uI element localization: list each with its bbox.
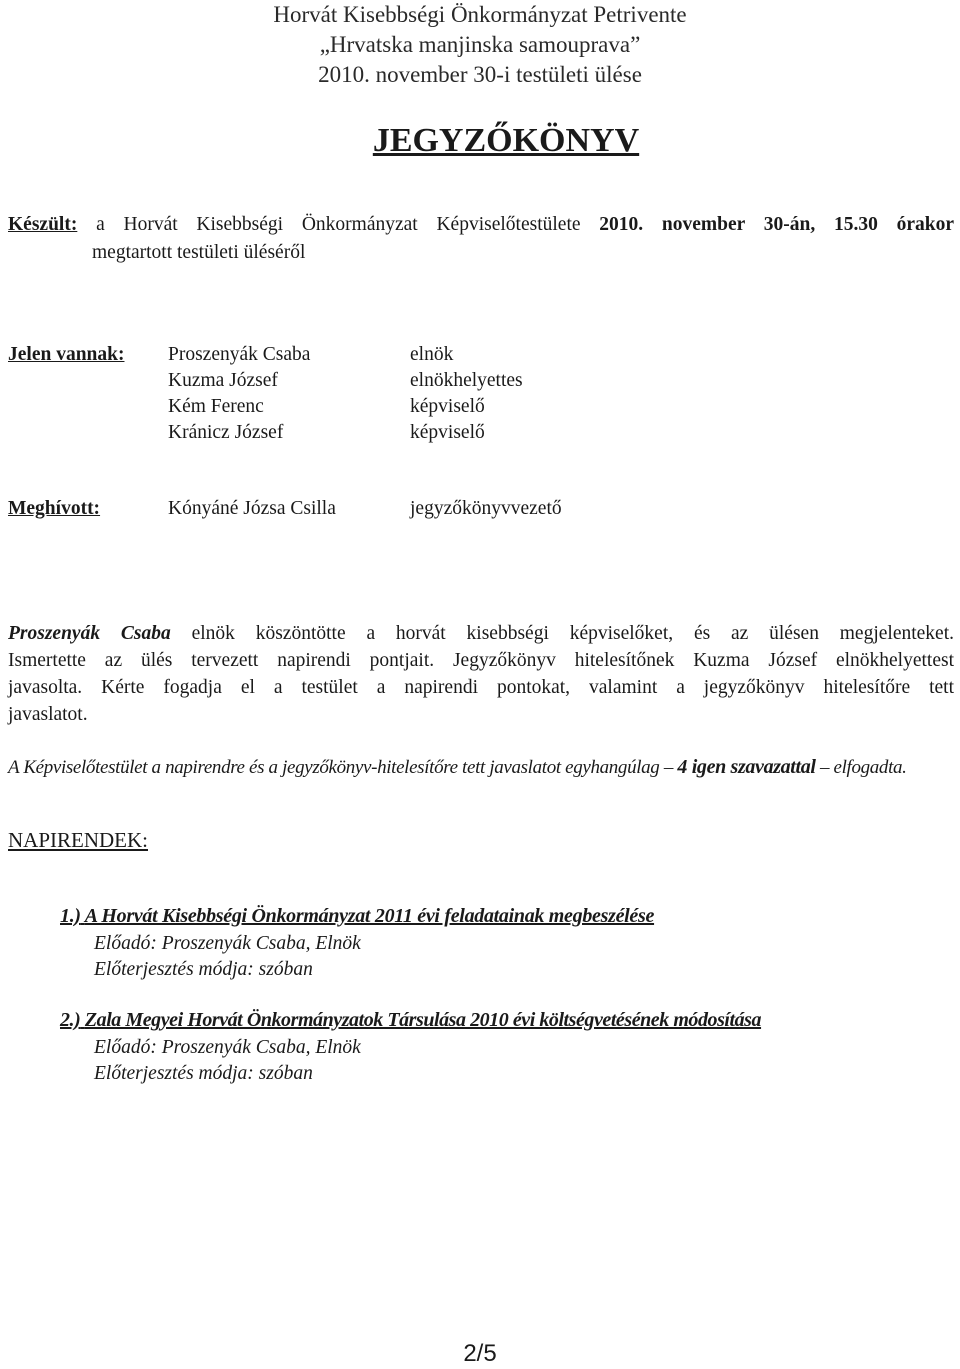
header-line-3: 2010. november 30-i testületi ülése	[318, 62, 642, 87]
keszult-label: Készült:	[8, 214, 78, 235]
agenda-item-2-title	[60, 1009, 761, 1032]
attendees-block	[8, 342, 948, 452]
invited-name: Kónyáné Józsa Csilla	[168, 498, 336, 519]
intro-line-4: javaslatot.	[8, 704, 88, 725]
intro-line-2: Ismertette az ülés tervezett napirendi pontjait. Jegyzőkönyv hitelesítőnek Kuzma József elnökhelyettest	[8, 650, 954, 671]
attendee-name: Kém Ferenc	[168, 396, 264, 417]
agenda-item-1-presenter: Előadó: Proszenyák Csaba, Elnök	[94, 933, 361, 954]
decision-line	[8, 754, 954, 781]
keszult-line-1	[8, 212, 954, 238]
intro-text-1: elnök köszöntötte a horvát kisebbségi képviselőket, és az ülésen megjelenteket.	[191, 623, 955, 644]
intro-name: Proszenyák Csaba	[8, 623, 171, 644]
attendees-label: Jelen vannak:	[8, 344, 125, 365]
attendee-role: elnök	[410, 344, 454, 365]
decision-votes: 4 igen szavazattal	[677, 756, 816, 778]
decision-text-end: – elfogadta.	[819, 757, 907, 778]
header-line-2: „Hrvatska manjinska samouprava”	[319, 32, 641, 57]
agenda-item-number: 1.)	[60, 905, 81, 927]
agenda-item-2-presenter: Előadó: Proszenyák Csaba, Elnök	[94, 1037, 361, 1058]
intro-line-3: javasolta. Kérte fogadja el a testület a napirendi pontokat, valamint a jegyzőkönyv hitelesítőre tett	[8, 677, 954, 698]
intro-line-1	[8, 621, 954, 647]
attendee-role: elnökhelyettes	[410, 370, 523, 391]
invited-block	[8, 496, 948, 526]
document-title: JEGYZŐKÖNYV	[372, 122, 640, 159]
attendee-name: Kránicz József	[168, 422, 284, 443]
agenda-item-2-mode: Előterjesztés módja: szóban	[94, 1063, 313, 1084]
agenda-heading: NAPIRENDEK:	[8, 828, 148, 852]
agenda-item-text: Zala Megyei Horvát Önkormányzatok Társulása 2010 évi költségvetésének módosítása	[84, 1009, 762, 1031]
agenda-item-text: A Horvát Kisebbségi Önkormányzat 2011 évi feladatainak megbeszélése	[84, 905, 655, 927]
attendee-role: képviselő	[410, 396, 485, 417]
invited-role: jegyzőkönyvvezető	[410, 498, 562, 519]
attendee-role: képviselő	[410, 422, 485, 443]
keszult-line-2: megtartott testületi üléséről	[92, 242, 306, 263]
agenda-item-1-mode: Előterjesztés módja: szóban	[94, 959, 313, 980]
keszult-text: a Horvát Kisebbségi Önkormányzat Képviselőtestülete	[96, 214, 581, 235]
invited-label: Meghívott:	[8, 498, 101, 519]
decision-text: A Képviselőtestület a napirendre és a jegyzőkönyv-hitelesítőre tett javaslatot egyhangúlag –	[8, 757, 674, 778]
attendee-name: Kuzma József	[168, 370, 278, 391]
keszult-date: 2010. november 30-án, 15.30 órakor	[599, 214, 954, 235]
agenda-item-number: 2.)	[60, 1009, 81, 1031]
attendee-name: Proszenyák Csaba	[168, 344, 311, 365]
agenda-item-1-title	[60, 905, 654, 928]
header-line-1: Horvát Kisebbségi Önkormányzat Petrivente	[273, 2, 687, 27]
page-number: 2/5	[463, 1340, 497, 1367]
